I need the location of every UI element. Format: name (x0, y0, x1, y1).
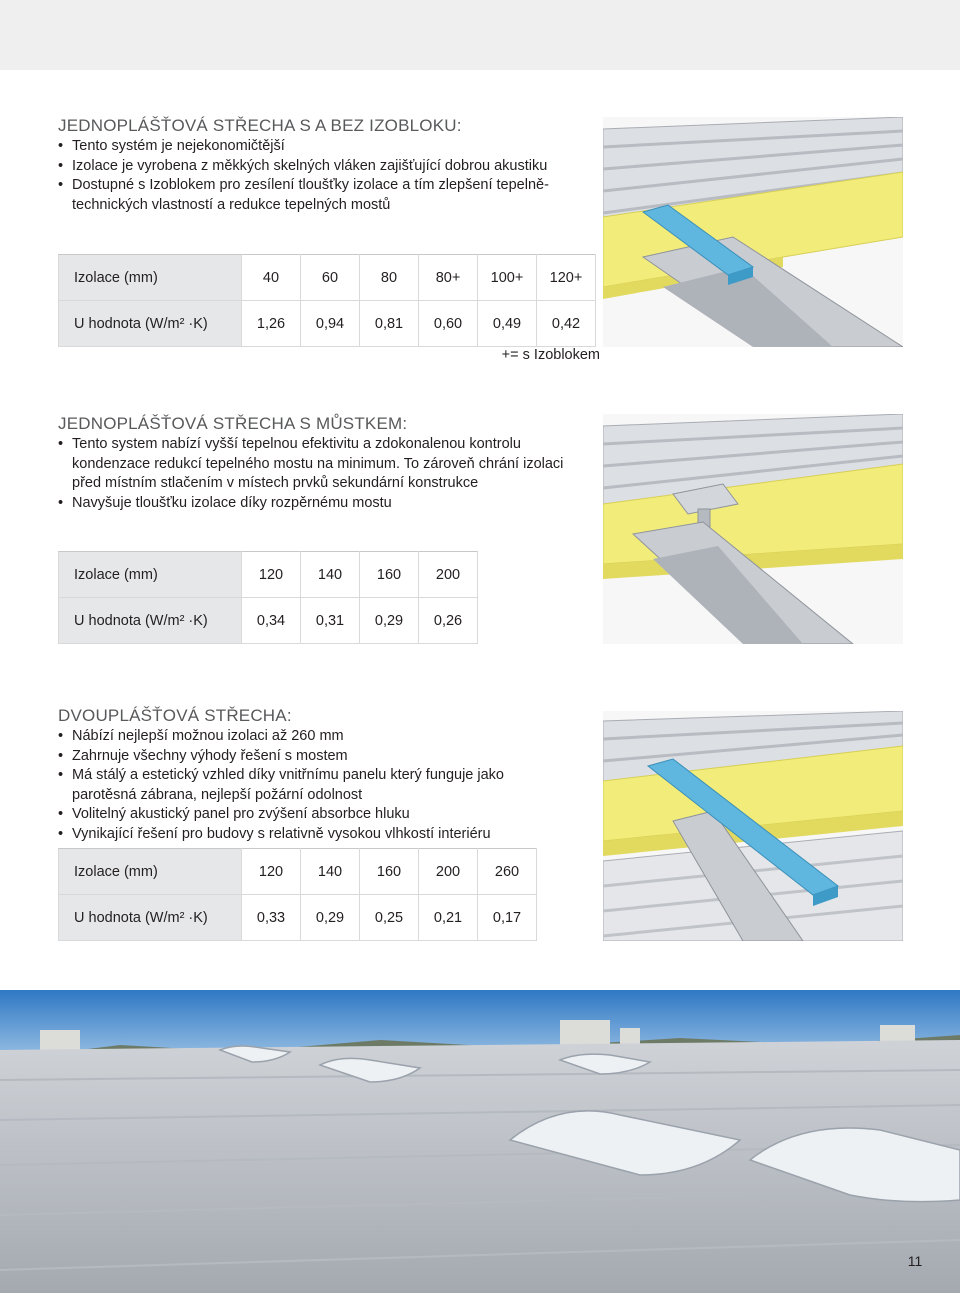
section-double-skin (58, 706, 588, 844)
table-row-label: U hodnota (W/m² ·K) (59, 301, 242, 347)
table-cell: 260 (478, 849, 537, 895)
section-single-skin-bridge (58, 414, 588, 513)
bullet-list (58, 727, 558, 844)
spec-table-double-skin (58, 848, 537, 941)
table-cell: 120+ (537, 255, 596, 301)
section-heading: DVOUPLÁŠŤOVÁ STŘECHA: (58, 706, 292, 725)
bullet-item: • Navyšuje tloušťku izolace díky rozpěrnému mostu (58, 494, 578, 514)
roof-diagram-double-skin (603, 711, 903, 941)
bullet-item: • Tento systém je nejekonomičtější (58, 137, 558, 157)
spec-table-bridge (58, 551, 478, 644)
bullet-item: • Izolace je vyrobena z měkkých skelných vláken zajišťující dobrou akustiku (58, 157, 558, 177)
table-cell: 0,17 (478, 895, 537, 941)
table-cell: 160 (360, 552, 419, 598)
table-cell: 80 (360, 255, 419, 301)
bullet-item: • Zahrnuje všechny výhody řešení s mostem (58, 747, 558, 767)
table-cell: 0,29 (360, 598, 419, 644)
section-heading: JEDNOPLÁŠŤOVÁ STŘECHA S MŮSTKEM: (58, 414, 408, 433)
table-cell: 0,33 (242, 895, 301, 941)
table-cell: 0,94 (301, 301, 360, 347)
table-cell: 0,31 (301, 598, 360, 644)
table-cell: 0,49 (478, 301, 537, 347)
bullet-item: • Tento system nabízí vyšší tepelnou efektivitu a zdokonalenou kontrolu kondenzace redukcí tepelného mostu na minimum. To zároveň chrání izolaci před místním stlačením v místech prvků sekundární konstrukce (58, 435, 578, 494)
roof-photo-skylights (0, 990, 960, 1293)
bullet-item: • Vynikající řešení pro budovy s relativně vysokou vlhkostí interiéru (58, 825, 558, 845)
page-number: 11 (907, 1253, 923, 1269)
bullet-list (58, 435, 578, 513)
table-cell: 140 (301, 552, 360, 598)
section-single-skin-izoblok (58, 116, 618, 215)
table-cell: 200 (419, 552, 478, 598)
table-cell: 0,81 (360, 301, 419, 347)
table-cell: 140 (301, 849, 360, 895)
table-row-label: Izolace (mm) (59, 552, 242, 598)
table-cell: 0,21 (419, 895, 478, 941)
table-cell: 100+ (478, 255, 537, 301)
table-cell: 0,60 (419, 301, 478, 347)
roof-diagram-izoblok (603, 117, 903, 347)
table-cell: 200 (419, 849, 478, 895)
table-cell: 0,34 (242, 598, 301, 644)
spec-table-izoblok (58, 254, 596, 347)
top-band (0, 0, 960, 70)
table-cell: 0,42 (537, 301, 596, 347)
table-row-label: U hodnota (W/m² ·K) (59, 598, 242, 644)
bullet-item: • Volitelný akustický panel pro zvýšení absorbce hluku (58, 805, 558, 825)
section-heading: JEDNOPLÁŠŤOVÁ STŘECHA S A BEZ IZOBLOKU: (58, 116, 462, 135)
table-row-label: Izolace (mm) (59, 849, 242, 895)
table-cell: 120 (242, 849, 301, 895)
table-cell: 0,25 (360, 895, 419, 941)
bullet-list (58, 137, 558, 215)
bullet-item: • Dostupné s Izoblokem pro zesílení tloušťky izolace a tím zlepšení tepelně-technických vlastností a redukce tepelných mostů (58, 176, 558, 215)
table-cell: 60 (301, 255, 360, 301)
table-cell: 1,26 (242, 301, 301, 347)
bullet-item: • Nábízí nejlepší možnou izolaci až 260 mm (58, 727, 558, 747)
table-cell: 160 (360, 849, 419, 895)
bullet-item: • Má stálý a estetický vzhled díky vnitřnímu panelu který funguje jako parotěsná zábrana, nejlepší požární odolnost (58, 766, 558, 805)
table-cell: 0,29 (301, 895, 360, 941)
table-cell: 40 (242, 255, 301, 301)
table-cell: 120 (242, 552, 301, 598)
table-cell: 80+ (419, 255, 478, 301)
izoblok-note: += s Izoblokem (501, 347, 600, 363)
table-cell: 0,26 (419, 598, 478, 644)
table-row-label: U hodnota (W/m² ·K) (59, 895, 242, 941)
table-row-label: Izolace (mm) (59, 255, 242, 301)
roof-diagram-bridge (603, 414, 903, 644)
